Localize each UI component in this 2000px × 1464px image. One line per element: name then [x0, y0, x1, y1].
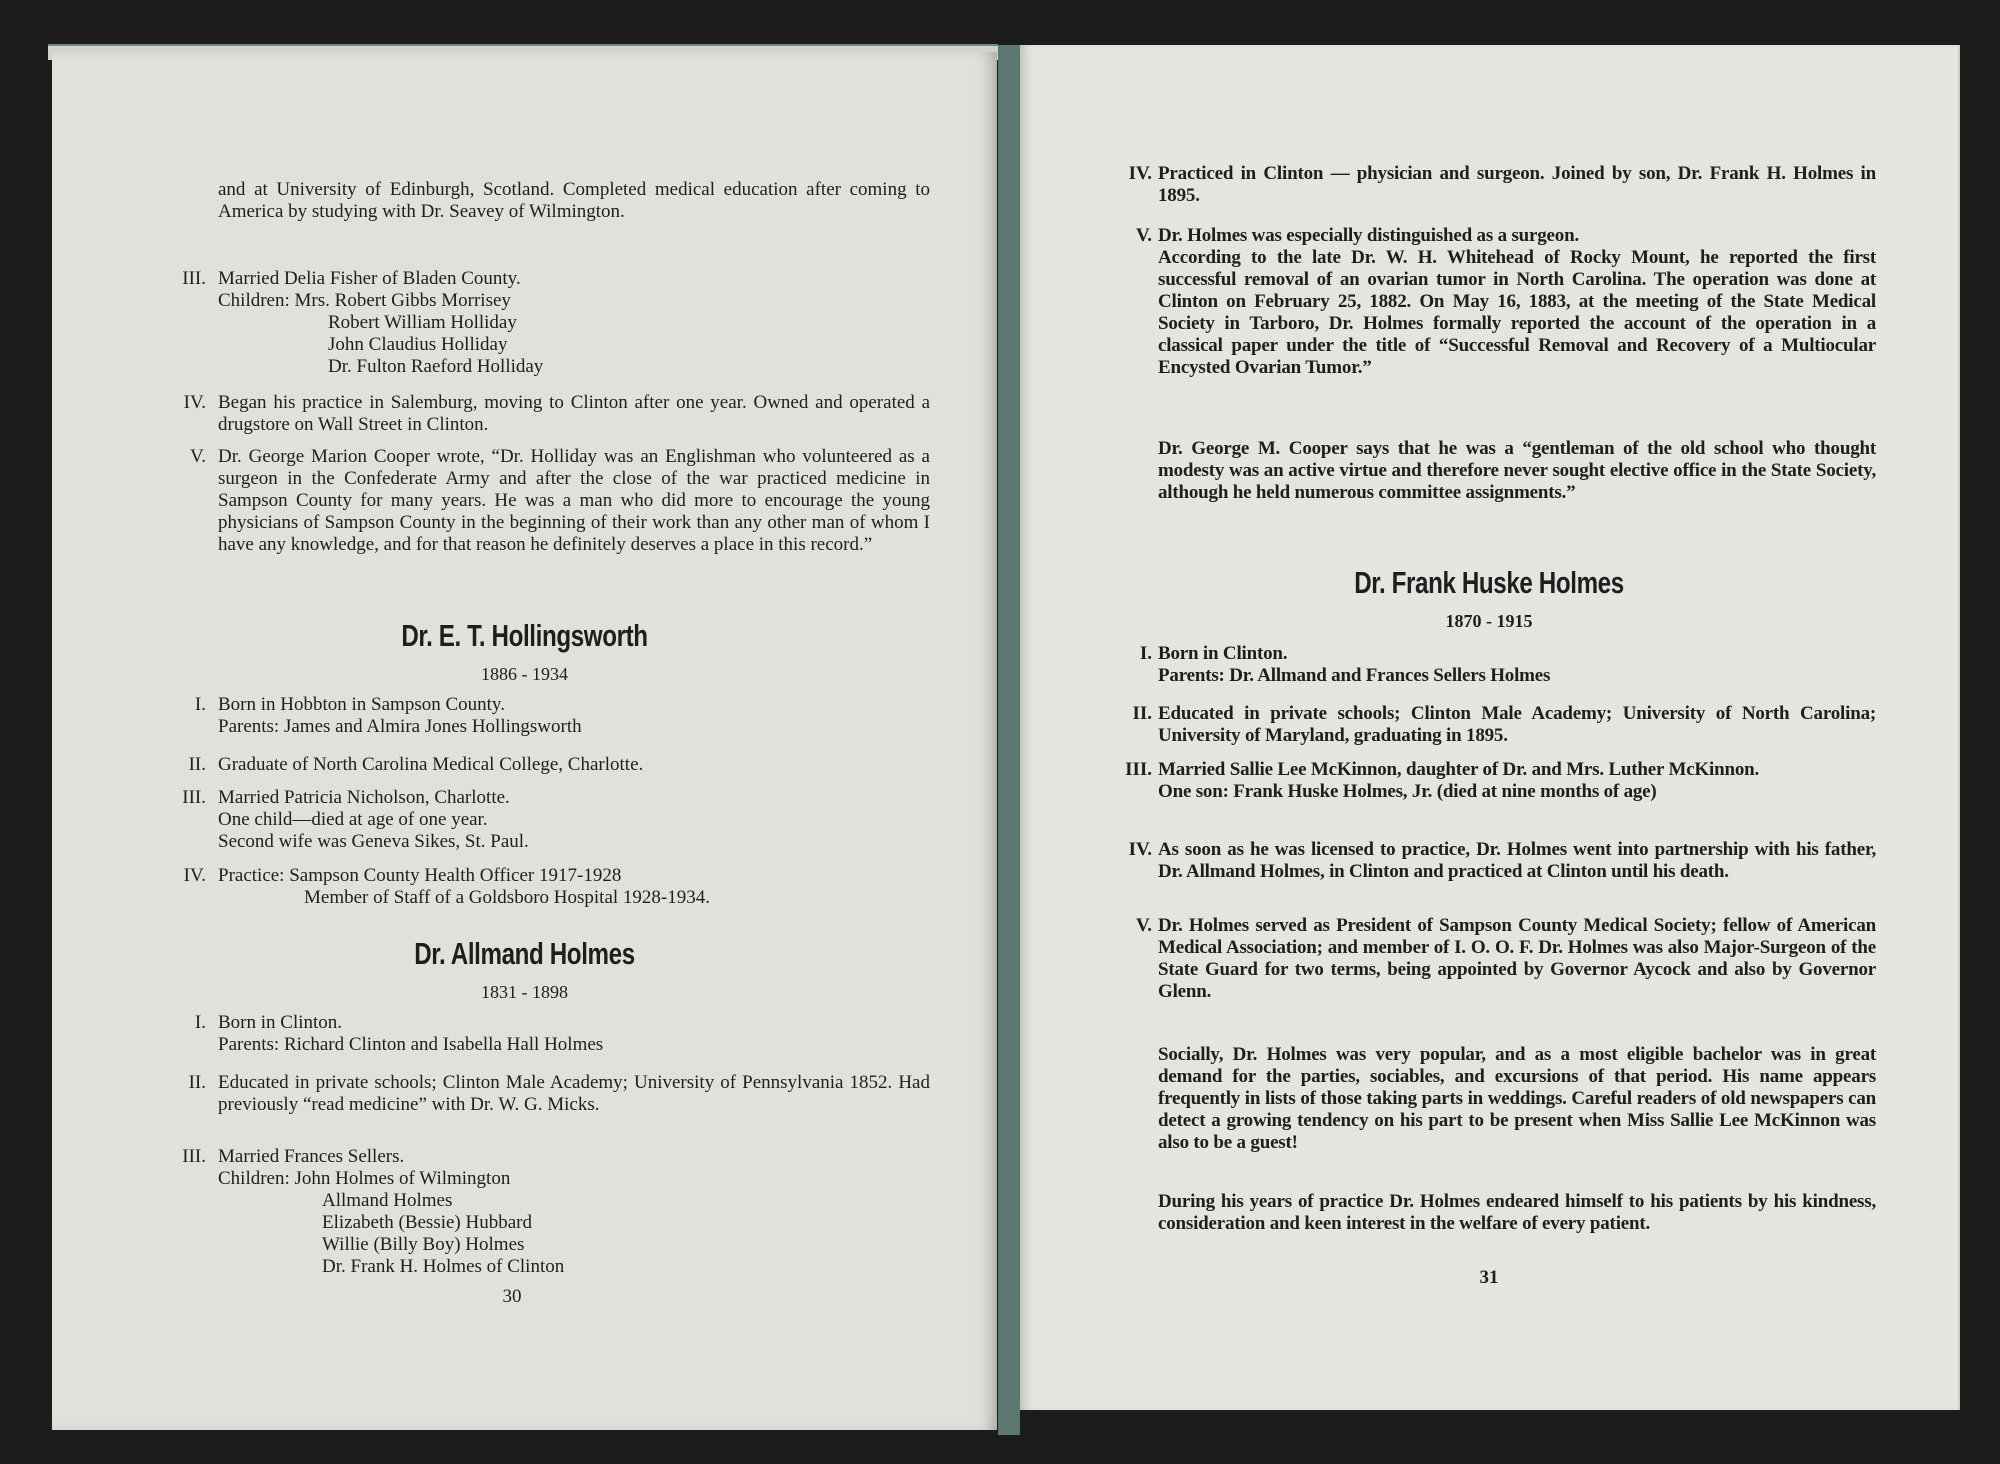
item-text: Member of Staff of a Goldsboro Hospital 1928-1934.	[304, 887, 710, 908]
page-number: 30	[502, 1286, 522, 1307]
item-text: Born in Clinton.	[1158, 643, 1288, 664]
life-dates: 1870 - 1915	[1445, 611, 1533, 631]
section-heading: Dr. E. T. Hollingsworth	[401, 618, 648, 653]
item-number: III.	[182, 787, 206, 808]
right-page	[1020, 45, 1958, 1410]
life-dates: 1831 - 1898	[481, 982, 568, 1002]
child-name: John Holmes of Wilmington	[294, 1168, 511, 1189]
item-text: Married Patricia Nicholson, Charlotte.	[218, 787, 510, 808]
paragraph-text: During his years of practice Dr. Holmes endeared himself to his patients by his kindness, consideration and keen interest in the welfare of every patient.	[1158, 1191, 1876, 1234]
child-name: Robert William Holliday	[328, 312, 517, 333]
item-text: Dr. Holmes served as President of Sampson County Medical Society; fellow of American Medical Association; and member of I. O. O. F. Dr. Holmes was also Major-Surgeon of the State Guard for two terms, being appointed by Governor Aycock and also by Governor Glenn.	[1158, 915, 1876, 1002]
item-number: IV.	[183, 865, 206, 886]
child-name: Dr. Fulton Raeford Holliday	[328, 356, 544, 377]
item-number: V.	[1135, 915, 1152, 936]
item-number: IV.	[1128, 163, 1152, 184]
section-heading: Dr. Allmand Holmes	[414, 936, 635, 971]
item-text: Educated in private schools; Clinton Male Academy; University of North Carolina; University of Maryland, graduating in 1895.	[1158, 703, 1876, 746]
item-text: Married Sallie Lee McKinnon, daughter of Dr. and Mrs. Luther McKinnon.	[1158, 759, 1760, 780]
left-page	[52, 52, 997, 1430]
life-dates: 1886 - 1934	[481, 664, 568, 684]
item-text: Educated in private schools; Clinton Male Academy; University of Pennsylvania 1852. Had previously “read medicine” with Dr. W. G. Micks.	[218, 1072, 930, 1115]
item-text: One child—died at age of one year.	[218, 809, 488, 830]
item-text: Practice: Sampson County Health Officer 1917-1928	[218, 865, 622, 886]
child-name: Willie (Billy Boy) Holmes	[322, 1234, 525, 1255]
item-number: III.	[1125, 759, 1152, 780]
item-number: IV.	[1128, 839, 1152, 860]
item-number: I.	[194, 1012, 206, 1033]
children-label: Children:	[218, 1168, 290, 1189]
item-body	[218, 268, 930, 378]
child-name: Mrs. Robert Gibbs Morrisey	[294, 290, 511, 311]
book-spine	[998, 45, 1020, 1435]
item-number: III.	[182, 268, 206, 289]
item-text: Dr. Holmes was especially distinguished as a surgeon.	[1158, 225, 1579, 246]
item-text: Married Frances Sellers.	[218, 1146, 405, 1167]
item-text: According to the late Dr. W. H. Whitehead of Rocky Mount, he reported the first successful removal of an ovarian tumor in North Carolina. The operation was done at Clinton on February 25, 1882. On May 16, 1883, at the meeting of the State Medical Society in Tarboro, Dr. Holmes formally reported the account of the operation in a classical paper under the title of “Successful Removal and Recovery of a Multiocular Encysted Ovarian Tumor.”	[1158, 247, 1876, 378]
item-number: III.	[182, 1146, 206, 1167]
item-text: Parents: Dr. Allmand and Frances Sellers Holmes	[1158, 665, 1551, 686]
item-text: Born in Clinton.	[218, 1012, 343, 1033]
item-text: Practiced in Clinton — physician and surgeon. Joined by son, Dr. Frank H. Holmes in 1895.	[1158, 163, 1876, 206]
children-label: Children:	[218, 290, 290, 311]
item-text: Parents: James and Almira Jones Hollingsworth	[218, 716, 582, 737]
child-name: John Claudius Holliday	[328, 334, 508, 355]
paragraph-text: Dr. George M. Cooper says that he was a “gentleman of the old school who thought modesty was an active virtue and therefore never sought elective office in the State Society, although he held numerous committee assignments.”	[1158, 438, 1876, 503]
item-text: Married Delia Fisher of Bladen County.	[218, 268, 521, 289]
item-text: One son: Frank Huske Holmes, Jr. (died at nine months of age)	[1158, 781, 1657, 802]
item-text: Dr. George Marion Cooper wrote, “Dr. Holliday was an Englishman who volunteered as a surgeon in the Confederate Army and after the close of the war practiced medicine in Sampson County for many years. He was a man who did more to encourage the young physicians of Sampson County in the beginning of their work than any other man of whom I have any knowledge, and for that reason he definitely deserves a place in this record.”	[218, 446, 930, 555]
item-text: As soon as he was licensed to practice, Dr. Holmes went into partnership with his father, Dr. Allmand Holmes, in Clinton and practiced at Clinton until his death.	[1158, 839, 1876, 882]
item-text: Graduate of North Carolina Medical College, Charlotte.	[218, 754, 644, 775]
item-text: Began his practice in Salemburg, moving to Clinton after one year. Owned and operated a drugstore on Wall Street in Clinton.	[218, 392, 930, 435]
item-number: II.	[188, 754, 206, 775]
item-text: Born in Hobbton in Sampson County.	[218, 694, 505, 715]
item-text: Second wife was Geneva Sikes, St. Paul.	[218, 831, 529, 852]
item-number: IV.	[183, 392, 206, 413]
item-number: I.	[194, 694, 206, 715]
child-name: Allmand Holmes	[322, 1190, 453, 1211]
item-number: I.	[1139, 643, 1152, 664]
item-text: Parents: Richard Clinton and Isabella Hall Holmes	[218, 1034, 604, 1055]
child-name: Elizabeth (Bessie) Hubbard	[322, 1212, 532, 1233]
item-number: II.	[188, 1072, 206, 1093]
section-heading: Dr. Frank Huske Holmes	[1354, 565, 1624, 600]
paragraph-text: and at University of Edinburgh, Scotland. Completed medical education after coming to America by studying with Dr. Seavey of Wilmington.	[218, 179, 930, 222]
paragraph-text: Socially, Dr. Holmes was very popular, and as a most eligible bachelor was in great demand for the parties, sociables, and excursions of that period. His name appears frequently in lists of those taking parts in weddings. Careful readers of old newspapers can detect a growing tendency on his part to be present when Miss Sallie Lee McKinnon was also to be a guest!	[1158, 1044, 1876, 1153]
child-name: Dr. Frank H. Holmes of Clinton	[322, 1256, 565, 1277]
page-number: 31	[1479, 1267, 1499, 1288]
item-number: V.	[1135, 225, 1152, 246]
item-number: II.	[1132, 703, 1152, 724]
item-number: V.	[189, 446, 206, 467]
